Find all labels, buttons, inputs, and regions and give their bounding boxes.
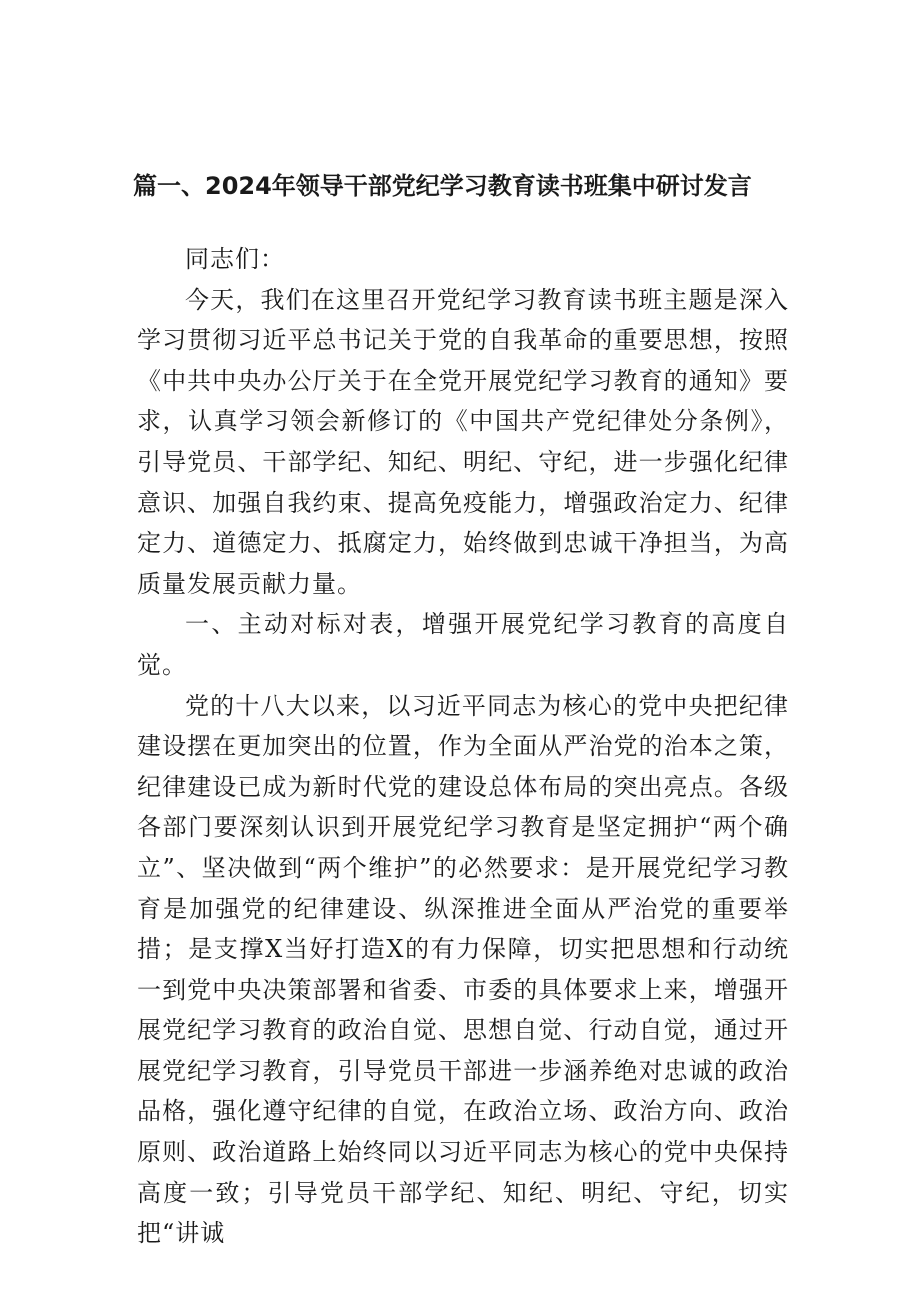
paragraph-salutation: 同志们：: [185, 245, 285, 273]
document-title: 篇一、2024年领导干部党纪学习教育读书班集中研讨发言: [133, 172, 752, 200]
paragraph-intro: 今天，我们在这里召开党纪学习教育读书班主题是深入学习贯彻习近平总书记关于党的自我革命的重要思想，按照《中共中央办公厅关于在全党开展党纪学习教育的通知》要求，认真学习领会新修订的《中国共产党纪律处分条例》，引导党员、干部学纪、知纪、明纪、守纪，进一步强化纪律意识、加强自我约束、提高免疫能力，增强政治定力、纪律定力、道德定力、抵腐定力，始终做到忠诚干净担当，为高质量发展贡献力量。: [137, 285, 789, 598]
paragraph-section-1: 党的十八大以来，以习近平同志为核心的党中央把纪律建设摆在更加突出的位置，作为全面从严治党的治本之策，纪律建设已成为新时代党的建设总体布局的突出亮点。各级各部门要深刻认识到开展党纪学习教育是坚定拥护“两个确立”、坚决做到“两个维护”的必然要求：是开展党纪学习教育是加强党的纪律建设、纵深推进全面从严治党的重要举措；是支撑X当好打造X的有力保障，切实把思想和行动统一到党中央决策部署和省委、市委的具体要求上来，增强开展党纪学习教育的政治自觉、思想自觉、行动自觉，通过开展党纪学习教育，引导党员干部进一步涵养绝对忠诚的政治品格，强化遵守纪律的自觉，在政治立场、政治方向、政治原则、政治道路上始终同以习近平同志为核心的党中央保持高度一致；引导党员干部学纪、知纪、明纪、守纪，切实把“讲诚: [137, 691, 789, 1248]
document-body: [137, 239, 789, 1254]
section-heading-1: 一、主动对标对表，增强开展党纪学习教育的高度自觉。: [137, 610, 789, 679]
